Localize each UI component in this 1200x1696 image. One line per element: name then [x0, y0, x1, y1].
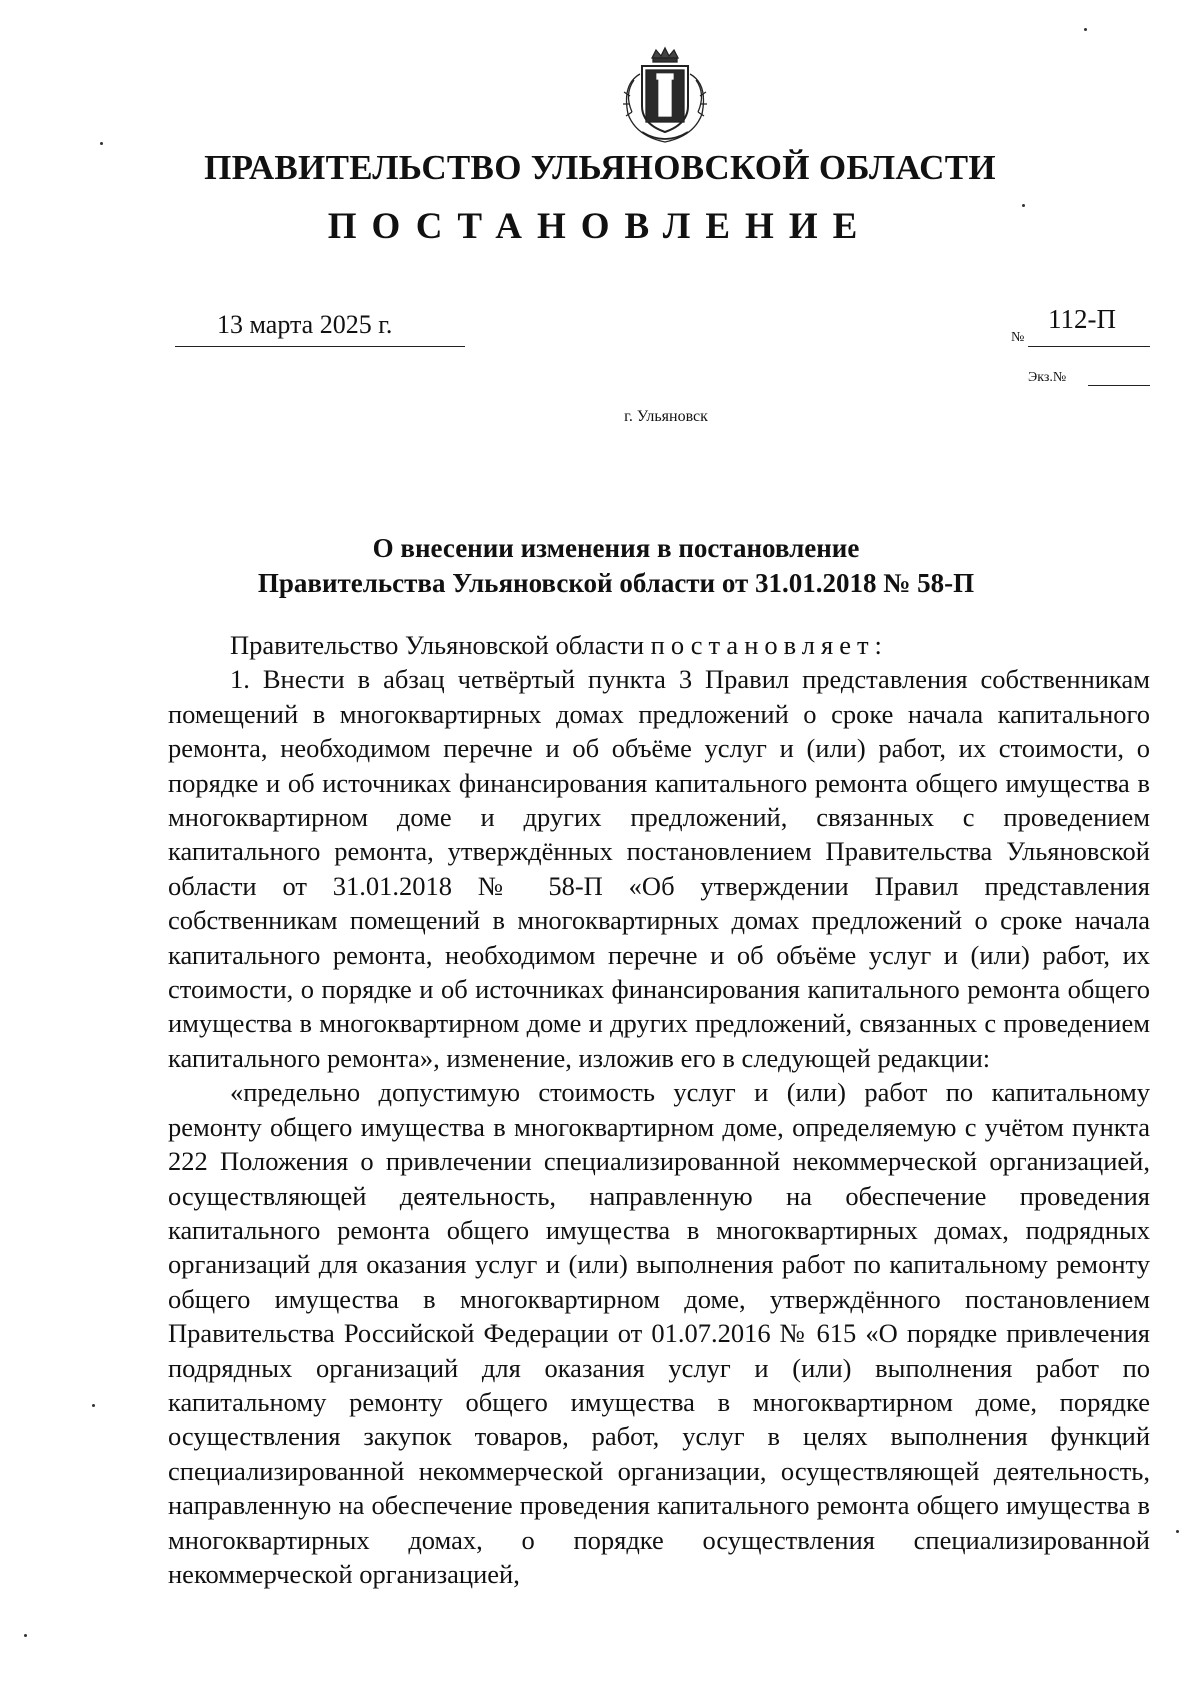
- paragraph-2: «предельно допустимую стоимость услуг и (или) работ по капитальному ремонту общего имущества в многоквартирном доме, определяемую с учётом пункта 222 Положения о привлечении специализированной некоммерческой организацией, осуществляющей деятельность, направленную на обеспечение проведения капитального ремонта общего имущества в многоквартирных домах, подрядных организаций для оказания услуг и (или) выполнения работ по капитальному ремонту общего имущества в многоквартирном доме, утверждённого постановлением Правительства Российской Федерации от 01.07.2016 № 615 «О порядке привлечения подрядных организаций для оказания услуг и (или) выполнения работ по капитальному ремонту общего имущества в многоквартирном доме, порядке осуществления закупок товаров, работ, услуг в целях выполнения функций специализированной некоммерческой организации, осуществляющей деятельность, направленную на обеспечение проведения капитального ремонта общего имущества в многоквартирных домах, о порядке осуществления специализированной некоммерческой организацией,: [168, 1077, 1150, 1589]
- paragraph-1: 1. Внести в абзац четвёртый пункта 3 Правил представления собственникам помещений в многоквартирных домах предложений о сроке начала капитального ремонта, необходимом перечне и об объёме услуг и (или) работ, их стоимости, о порядке и об источниках финансирования капитального ремонта общего имущества в многоквартирном доме и других предложений, связанных с проведением капитального ремонта, утверждённых постановлением Правительства Ульяновской области от 31.01.2018 № 58-П «Об утверждении Правил представления собственникам помещений в многоквартирных домах предложений о сроке начала капитального ремонта, необходимом перечне и об объёме услуг и (или) работ, их стоимости, о порядке и об источниках финансирования капитального ремонта общего имущества в многоквартирном доме и других предложений, связанных с проведением капитального ремонта», изменение, изложив его в следующей редакции:: [168, 664, 1150, 1073]
- preamble-text: Правительство Ульяновской области: [230, 630, 651, 660]
- scan-speck: [1176, 1530, 1179, 1533]
- preamble-verb: постановляет: [650, 630, 875, 660]
- copy-number-underline: [1088, 385, 1150, 386]
- coat-of-arms-emblem: [612, 44, 718, 148]
- scan-speck: [1084, 28, 1087, 31]
- number-underline: [1028, 346, 1150, 347]
- copy-number-label: Экз.№: [1028, 370, 1067, 385]
- city-name: г. Ульяновск: [624, 408, 708, 425]
- government-title: ПРАВИТЕЛЬСТВО УЛЬЯНОВСКОЙ ОБЛАСТИ: [204, 148, 996, 187]
- number-sign: №: [1011, 330, 1025, 345]
- document-date: 13 марта 2025 г.: [217, 310, 393, 339]
- subject-line-1: О внесении изменения в постановление: [372, 533, 860, 563]
- document-body: [168, 628, 1150, 1591]
- scan-speck: [1022, 204, 1025, 207]
- scan-speck: [100, 142, 103, 145]
- document-subject: [0, 531, 1200, 601]
- scan-speck: [92, 1404, 95, 1407]
- preamble: [168, 628, 1150, 662]
- preamble-colon: :: [874, 630, 882, 660]
- document-type-title: ПОСТАНОВЛЕНИЕ: [327, 206, 873, 247]
- scan-speck: [24, 1634, 27, 1637]
- document-number: 112-П: [1048, 304, 1116, 334]
- subject-line-2: Правительства Ульяновской области от 31.01.2018 № 58-П: [257, 568, 975, 598]
- date-underline: [175, 346, 465, 347]
